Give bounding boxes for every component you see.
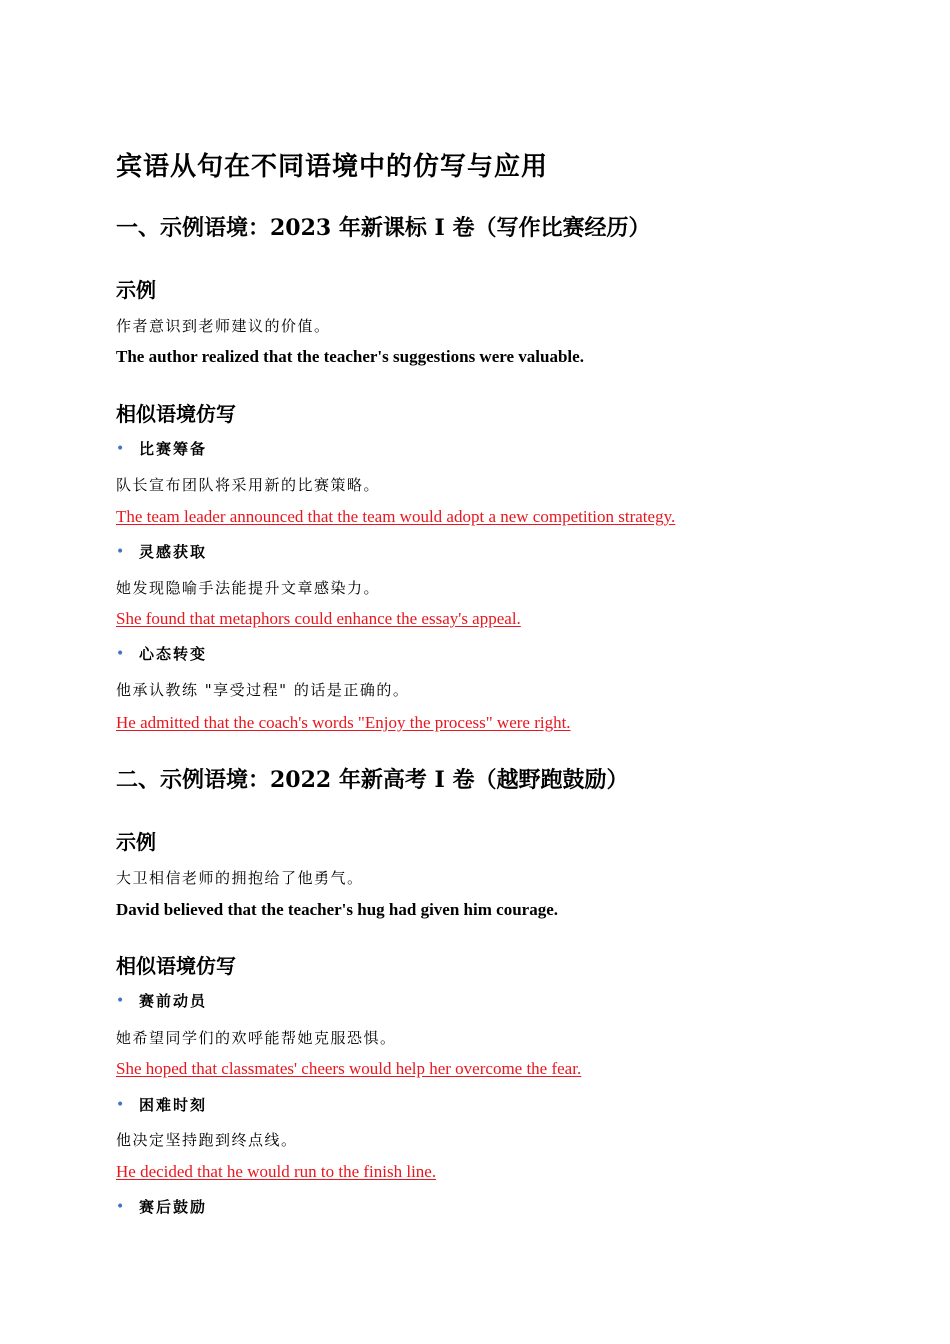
bullet-icon: • [116, 1096, 125, 1113]
list-item [116, 990, 207, 1011]
section-1-example-en: The author realized that the teacher's suggestions were valuable. [116, 347, 584, 366]
item-label: 赛前动员 [139, 992, 208, 1010]
bullet-icon: • [116, 543, 125, 560]
bullet-icon: • [116, 992, 125, 1009]
item-en-answer: The team leader announced that the team would adopt a new competition strategy. [116, 507, 676, 526]
bullet-icon: • [116, 1198, 125, 1215]
item-cn: 他承认教练 "享受过程" 的话是正确的。 [116, 681, 410, 699]
item-en-answer: He decided that he would run to the finish line. [116, 1162, 437, 1181]
section-1-example-heading: 示例 [116, 278, 156, 302]
section-2-example-en: David believed that the teacher's hug had given him courage. [116, 900, 558, 919]
list-item [116, 643, 207, 664]
section-1-heading: 一、示例语境：2023 年新课标 Ⅰ 卷（写作比赛经历） [116, 215, 651, 241]
item-cn: 队长宣布团队将采用新的比赛策略。 [116, 476, 381, 494]
item-en-answer: She found that metaphors could enhance the essay's appeal. [116, 609, 521, 628]
section-1-practice-heading: 相似语境仿写 [116, 402, 236, 426]
item-cn: 他决定坚持跑到终点线。 [116, 1131, 298, 1149]
item-cn: 她发现隐喻手法能提升文章感染力。 [116, 579, 381, 597]
item-en-answer: He admitted that the coach's words "Enjoy the process" were right. [116, 713, 571, 732]
section-2-example-cn: 大卫相信老师的拥抱给了他勇气。 [116, 869, 364, 887]
item-cn: 她希望同学们的欢呼能帮她克服恐惧。 [116, 1029, 397, 1047]
list-item [116, 541, 207, 562]
section-2-example-heading: 示例 [116, 830, 156, 854]
list-item [116, 1094, 207, 1115]
bullet-icon: • [116, 645, 125, 662]
list-item [116, 1196, 207, 1217]
item-label: 灵感获取 [139, 543, 208, 561]
section-2-practice-heading: 相似语境仿写 [116, 954, 236, 978]
item-label: 心态转变 [139, 645, 208, 663]
bullet-icon: • [116, 440, 125, 457]
page-title: 宾语从句在不同语境中的仿写与应用 [116, 152, 549, 182]
section-2-heading: 二、示例语境：2022 年新高考 Ⅰ 卷（越野跑鼓励） [116, 767, 629, 793]
item-en-answer: She hoped that classmates' cheers would help her overcome the fear. [116, 1059, 582, 1078]
item-label: 赛后鼓励 [139, 1198, 208, 1216]
item-label: 比赛筹备 [139, 440, 208, 458]
list-item [116, 438, 207, 459]
item-label: 困难时刻 [139, 1096, 208, 1114]
section-1-example-cn: 作者意识到老师建议的价值。 [116, 317, 331, 335]
